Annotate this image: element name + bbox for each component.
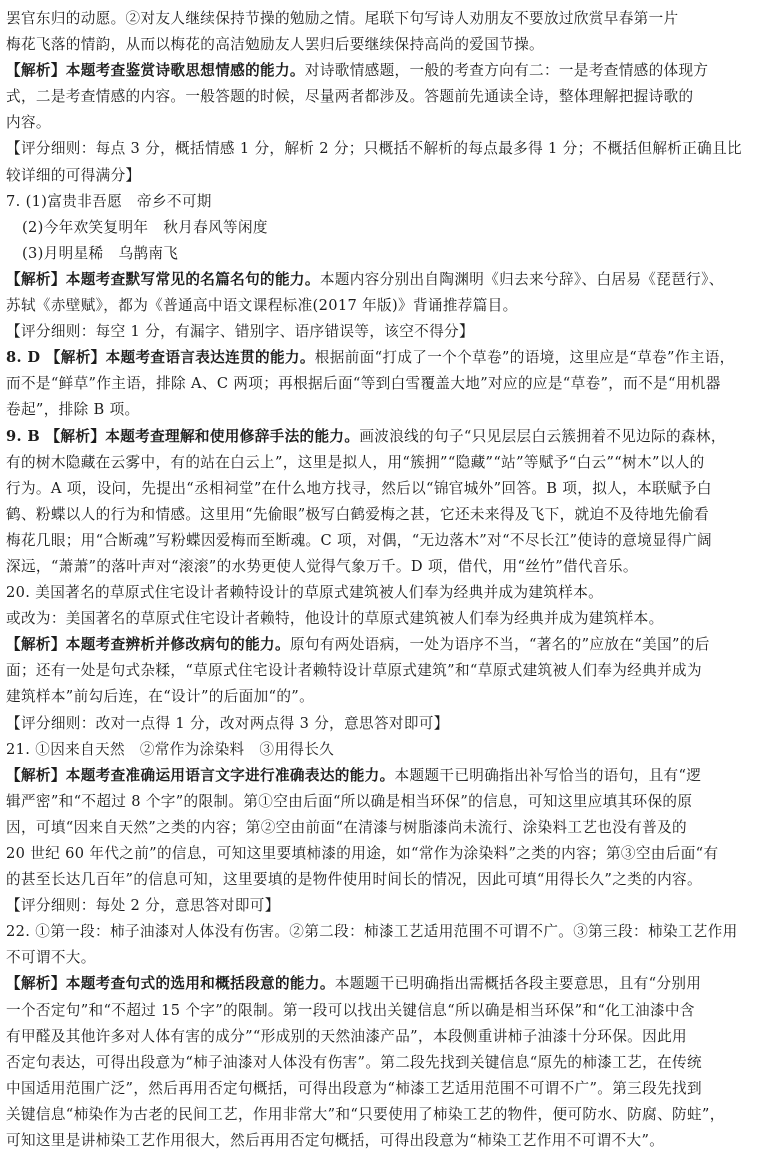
text-line: 不可谓不大。 — [6, 949, 96, 967]
scoring-line: 【评分细则：每处 2 分，意思答对即可】 — [6, 897, 280, 915]
answer-line: (3)月明星稀 乌鹊南飞 — [22, 244, 179, 262]
text-line: 有的树木隐藏在云雾中，有的站在白云上”，这里是拟人，用“簇拥”“隐藏”“站”等赋予“白云”“树木”以人的 — [6, 453, 705, 471]
question-18-answer — [6, 345, 751, 371]
scoring-line: 【评分细则：改对一点得 1 分，改对两点得 3 分，意思答对即可】 — [6, 714, 449, 732]
analysis-heading: 8. D 【解析】本题考查语言表达连贯的能力。 — [6, 349, 315, 367]
text-line: 内容。 — [6, 114, 51, 132]
analysis-text: 本题内容分别出自陶渊明《归去来兮辞》、白居易《琵琶行》、 — [319, 270, 724, 288]
analysis-line — [6, 632, 751, 658]
analysis-line — [6, 971, 751, 997]
analysis-heading: 【解析】本题考查默写常见的名篇名句的能力。 — [6, 270, 320, 288]
text-line: 罢官东归的动愿。②对友人继续保持节操的勉励之情。尾联下句写诗人劝朋友不要放过欣赏早春第一片 — [6, 10, 679, 27]
text-line: 辑严密”和“不超过 8 个字”的限制。第①空由后面“所以确是相当环保”的信息，可知这里应填其环保的原 — [6, 792, 693, 810]
text-line: 的甚至长达几百年”的信息可知，这里要填的是物件使用时间长的情况，因此可填“用得长久”之类的内容。 — [6, 871, 702, 889]
text-line: 鹤、粉蝶以人的行为和情感。这里用“先偷眼”极写白鹤爱梅之甚，它还未来得及飞下，就迫不及待地先偷看 — [6, 505, 710, 523]
text-line: 苏轼《赤壁赋》，都为《普通高中语文课程标准(2017 年版)》背诵推荐篇目。 — [6, 297, 518, 315]
analysis-text: 根据前面“打成了一个个草卷”的语境，这里应是“草卷”作主语， — [314, 349, 735, 367]
text-line: 20 世纪 60 年代之前”的信息，可知这里要填柿漆的用途，如“常作为涂染料”之类的内容；第③空由后面“有 — [6, 845, 719, 862]
text-line: 面；还有一处是句式杂糅，“草原式住宅设计者赖特设计草原式建筑”和“草原式建筑被人们奉为经典并成为 — [6, 662, 702, 680]
answer-line: (2)今年欢笑复明年 秋月春风等闲度 — [22, 218, 268, 236]
scoring-line: 【评分细则：每空 1 分，有漏字、错别字、语序错误等，该空不得分】 — [6, 323, 474, 341]
text-line: 深远，“萧萧”的落叶声对“滚滚”的水势更使人觉得气象万千。D 项，借代，用“丝竹”借代音乐。 — [6, 557, 638, 575]
text-line: 因，可填“因来自天然”之类的内容；第②空由前面“在清漆与树脂漆尚未流行、涂染料工艺也没有普及的 — [6, 818, 687, 836]
text-line: 中国适用范围广泛”，然后再用否定句概括，可得出段意为“柿漆工艺适用范围不可谓不广”。第三段先找到 — [6, 1079, 702, 1097]
analysis-heading: 【解析】本题考查句式的选用和概括段意的能力。 — [6, 975, 335, 993]
text-line: 式，二是考查情感的内容。一般答题的时候，尽量两者都涉及。答题前先通读全诗，整体理解把握诗歌的 — [6, 88, 694, 106]
question-17-answer: 7. (1)富贵非吾愿 帝乡不可期 — [6, 192, 212, 210]
text-line: 或改为：美国著名的草原式住宅设计者赖特，他设计的草原式建筑被人们奉为经典并成为建筑样本。 — [6, 610, 664, 628]
text-line: 而不是“鲜草”作主语，排除 A、C 两项；再根据后面“等到白雪覆盖大地”对应的应是“草卷”，而不是“用机器 — [6, 375, 721, 393]
text-line: 关键信息“柿染作为古老的民间工艺，作用非常大”和“只要使用了柿染工艺的物件，便可防水、防腐、防蛀”， — [6, 1105, 725, 1123]
text-line: 梅花飞落的情韵，从而以梅花的高洁勉励友人罢归后要继续保持高尚的爱国节操。 — [6, 36, 544, 54]
text-line: 卷起”，排除 B 项。 — [6, 401, 140, 419]
analysis-line — [6, 58, 751, 84]
analysis-text: 本题题干已明确指出补写恰当的语句，且有“逻 — [394, 766, 702, 784]
question-21-answer: 21. ①因来自天然 ②常作为涂染料 ③用得长久 — [6, 740, 335, 758]
analysis-heading: 【解析】本题考查准确运用语言文字进行准确表达的能力。 — [6, 766, 395, 784]
text-line: 梅花几眼；用“合断魂”写粉蝶因爱梅而至断魂。C 项，对偶，“无边落木”对“不尽长江”使诗的意境显得广阔 — [6, 531, 712, 549]
text-line: 否定句表达，可得出段意为“柿子油漆对人体没有伤害”。第二段先找到关键信息“原先的柿漆工艺，在传统 — [6, 1053, 702, 1071]
analysis-text: 对诗歌情感题，一般的考查方向有二：一是考查情感的体现方 — [304, 62, 709, 80]
analysis-text: 原句有两处语病，一处为语序不当，“著名的”应放在“美国”的后 — [289, 636, 710, 654]
text-line: 行为。A 项，设问，先提出“丞相祠堂”在什么地方找寻，然后以“锦官城外”回答。B 项，拟人，本联赋予白 — [6, 479, 712, 497]
analysis-heading: 【解析】本题考查鉴赏诗歌思想情感的能力。 — [6, 62, 305, 80]
analysis-heading: 9. B 【解析】本题考查理解和使用修辞手法的能力。 — [6, 427, 360, 445]
text-line: 建筑样本”前勾后连，在“设计”的后面加“的”。 — [6, 688, 315, 706]
question-22-answer: 22. ①第一段：柿子油漆对人体没有伤害。②第二段：柿漆工艺适用范围不可谓不广。③第三段：柿染工艺作用 — [6, 923, 738, 941]
analysis-line — [6, 763, 751, 789]
text-line: 可知这里是讲柿染工艺作用很大，然后再用否定句概括，可得出段意为“柿染工艺作用不可谓不大”。 — [6, 1132, 665, 1150]
analysis-heading: 【解析】本题考查辨析并修改病句的能力。 — [6, 636, 290, 654]
analysis-text: 本题题干已明确指出需概括各段主要意思，且有“分别用 — [334, 975, 702, 993]
text-line: 有甲醛及其他许多对人体有害的成分”“形成别的天然油漆产品”，本段侧重讲柿子油漆十分环保。因此用 — [6, 1027, 687, 1045]
question-20-answer: 20. 美国著名的草原式住宅设计者赖特设计的草原式建筑被人们奉为经典并成为建筑样本。 — [6, 584, 604, 602]
analysis-line — [6, 267, 751, 293]
question-19-answer — [6, 424, 751, 450]
scoring-line: 较详细的可得满分】 — [6, 166, 141, 184]
analysis-text: 画波浪线的句子“只见层层白云簇拥着不见边际的森林， — [359, 427, 726, 445]
scoring-line: 【评分细则：每点 3 分，概括情感 1 分，解析 2 分；只概括不解析的每点最多得 1 分；不概括但解析正确且比 — [6, 140, 742, 158]
text-line: 一个否定句”和“不超过 15 个字”的限制。第一段可以找出关键信息“所以确是相当环保”和“化工油漆中含 — [6, 1001, 695, 1019]
